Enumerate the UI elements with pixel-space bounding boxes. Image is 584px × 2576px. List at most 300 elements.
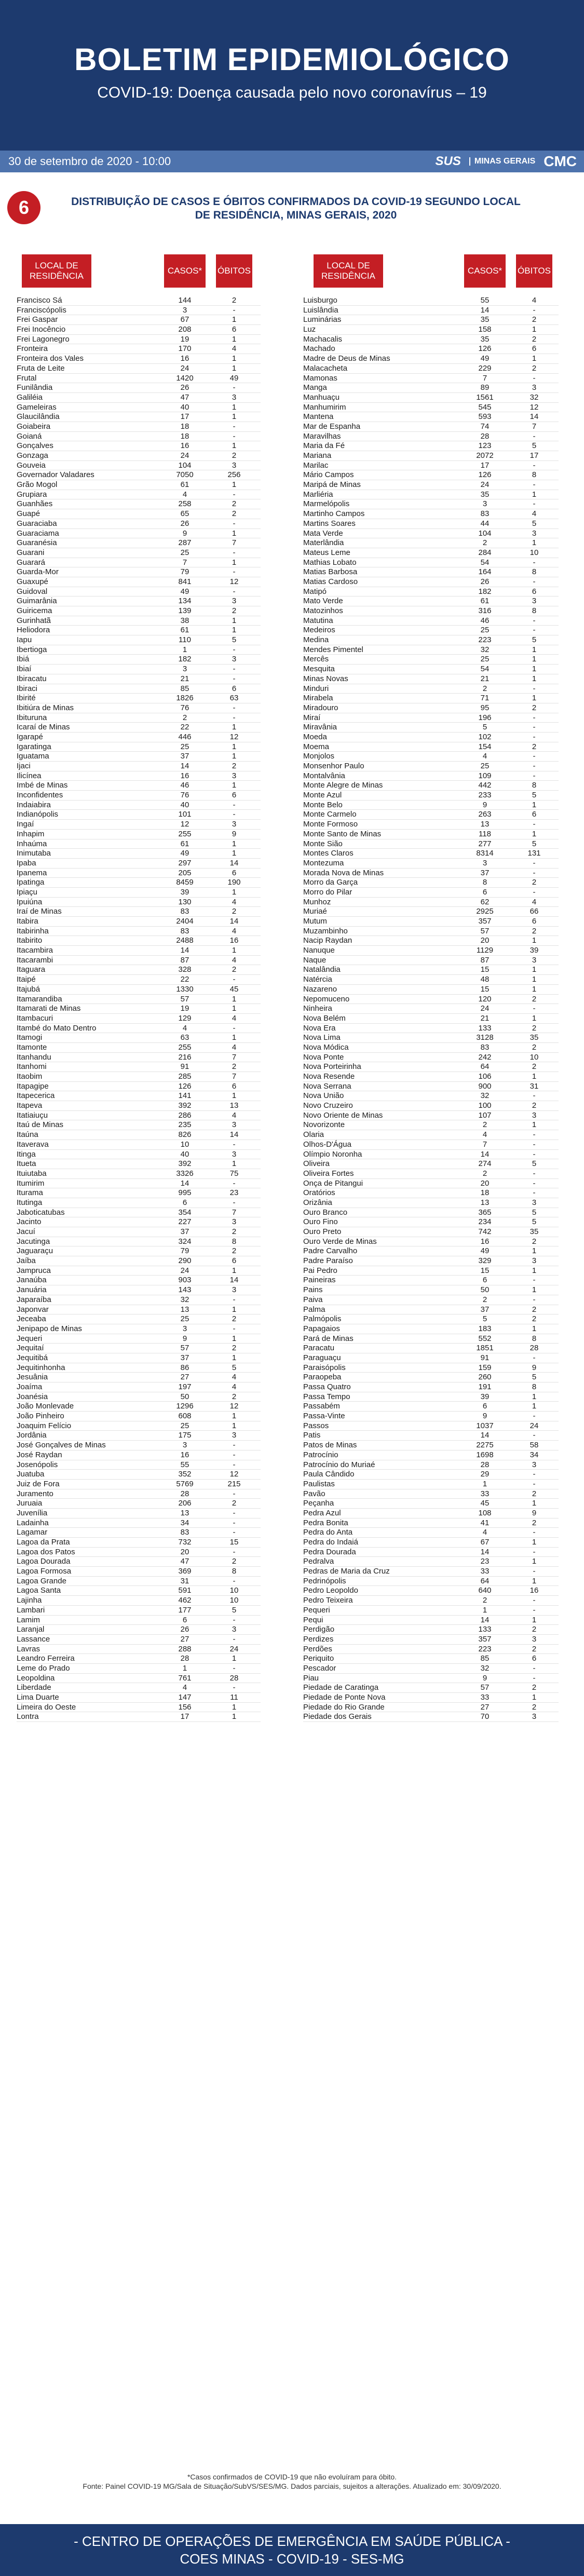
table-row (303, 344, 559, 354)
municipio-cell: Piedade dos Gerais (303, 1712, 372, 1721)
municipio-cell: Gouveia (17, 460, 46, 470)
obitos-cell: 2 (232, 1246, 237, 1256)
municipio-cell: Itaobim (17, 1072, 43, 1081)
municipio-cell: Fronteira (17, 344, 48, 354)
right-table (303, 296, 559, 1722)
casos-cell: 47 (180, 392, 189, 402)
obitos-cell: 12 (229, 1470, 239, 1479)
casos-cell: 21 (180, 674, 189, 683)
obitos-cell: - (233, 665, 236, 674)
casos-cell: 63 (180, 1033, 189, 1042)
table-row (17, 432, 261, 442)
obitos-cell: 3 (232, 1217, 237, 1227)
obitos-cell: 2 (232, 762, 237, 770)
table-row (303, 888, 559, 898)
casos-cell: 108 (478, 1508, 492, 1517)
casos-cell: 16 (180, 771, 189, 780)
casos-cell: 761 (178, 1673, 192, 1683)
casos-cell: 25 (180, 548, 189, 557)
municipio-cell: Lagoa dos Patos (17, 1547, 75, 1556)
table-row (303, 1324, 559, 1334)
table-row (17, 1431, 261, 1441)
obitos-cell: 6 (232, 325, 237, 334)
obitos-cell: 15 (229, 1538, 239, 1547)
table-row (17, 1538, 261, 1548)
table-row (303, 995, 559, 1005)
casos-cell: 144 (178, 296, 192, 305)
table-row (303, 1101, 559, 1111)
bottom-band (0, 2524, 584, 2576)
obitos-cell: 6 (232, 684, 237, 693)
table-row (17, 791, 261, 801)
obitos-cell: 14 (229, 1130, 239, 1140)
municipio-cell: Miraí (303, 713, 321, 722)
casos-cell: 205 (178, 868, 192, 877)
casos-cell: 25 (180, 1314, 189, 1324)
obitos-cell: 14 (229, 1276, 239, 1285)
table-row (303, 1227, 559, 1237)
municipio-cell: Japaraíba (17, 1295, 51, 1304)
obitos-cell: - (233, 1547, 236, 1556)
casos-cell: 158 (478, 325, 492, 334)
obitos-cell: 1 (532, 538, 537, 548)
municipio-cell: Ibirité (17, 694, 36, 703)
municipio-cell: Jacutinga (17, 1237, 50, 1246)
municipio-cell: Gurinhatã (17, 616, 51, 625)
table-row (303, 1169, 559, 1179)
table-row (17, 1353, 261, 1363)
municipio-cell: Francisco Sá (17, 296, 62, 305)
obitos-cell: 6 (532, 587, 537, 596)
municipio-cell: Oliveira Fortes (303, 1169, 354, 1178)
table-row (303, 1519, 559, 1528)
obitos-cell: - (233, 645, 236, 654)
municipio-cell: Pedro Leopoldo (303, 1586, 358, 1595)
municipio-cell: Piedade de Ponte Nova (303, 1693, 386, 1702)
obitos-cell: 28 (229, 1673, 239, 1683)
municipio-cell: Itajubá (17, 984, 40, 994)
municipio-cell: Juruaia (17, 1499, 43, 1508)
table-row (17, 1654, 261, 1664)
municipio-cell: Goiabeira (17, 422, 51, 431)
casos-cell: 24 (180, 1266, 189, 1275)
municipio-cell: Malacacheta (303, 363, 348, 373)
casos-cell: 139 (178, 606, 192, 615)
table-row (303, 490, 559, 500)
table-row (303, 480, 559, 490)
municipio-cell: Itacambira (17, 946, 53, 955)
municipio-cell: Miradouro (303, 703, 338, 712)
table-row (303, 548, 559, 558)
table-row (17, 713, 261, 723)
casos-cell: 15 (480, 965, 490, 974)
casos-cell: 6 (182, 1198, 187, 1207)
casos-cell: 20 (480, 936, 490, 945)
casos-cell: 545 (478, 402, 492, 412)
obitos-cell: - (533, 1353, 536, 1362)
casos-cell: 182 (478, 587, 492, 596)
municipio-cell: Itacarambi (17, 955, 53, 965)
municipio-cell: Frutal (17, 373, 37, 383)
casos-cell: 5 (482, 723, 487, 732)
obitos-cell: 1 (232, 1654, 237, 1663)
municipio-cell: Imbé de Minas (17, 781, 68, 790)
table-row (303, 315, 559, 325)
casos-cell: 25 (180, 1421, 189, 1430)
obitos-cell: 1 (532, 674, 537, 683)
obitos-cell: 1 (532, 645, 537, 654)
casos-cell: 365 (478, 1208, 492, 1217)
casos-cell: 35 (480, 315, 490, 324)
table-row (303, 1460, 559, 1470)
casos-cell: 86 (180, 1363, 189, 1372)
casos-cell: 17 (180, 1712, 189, 1721)
table-row (17, 480, 261, 490)
obitos-cell: - (533, 577, 536, 586)
table-row (303, 616, 559, 626)
obitos-cell: 16 (529, 1586, 539, 1595)
casos-cell: 208 (178, 325, 192, 334)
table-row (17, 645, 261, 655)
table-row (303, 898, 559, 907)
table-row (303, 1616, 559, 1625)
obitos-cell: 1 (232, 1159, 237, 1169)
table-row (17, 1120, 261, 1130)
obitos-cell: 1 (232, 334, 237, 344)
obitos-cell: 7 (232, 1208, 237, 1217)
casos-cell: 83 (180, 1528, 189, 1537)
casos-cell: 6 (482, 887, 487, 897)
casos-cell: 2275 (476, 1441, 494, 1450)
municipio-cell: João Pinheiro (17, 1412, 64, 1421)
municipio-cell: Fruta de Leite (17, 363, 65, 373)
table-row (17, 470, 261, 480)
casos-cell: 28 (180, 1489, 189, 1498)
municipio-cell: Inconfidentes (17, 791, 63, 800)
table-row (303, 1645, 559, 1655)
casos-cell: 8 (482, 878, 487, 887)
casos-cell: 4 (182, 1683, 187, 1692)
municipio-cell: José Raydan (17, 1450, 62, 1459)
table-row (303, 296, 559, 306)
obitos-cell: 2 (232, 1227, 237, 1236)
table-row (17, 1305, 261, 1315)
table-row (17, 752, 261, 762)
obitos-cell: 24 (229, 1644, 239, 1653)
table-row (303, 936, 559, 946)
obitos-cell: - (533, 1431, 536, 1440)
table-row (17, 907, 261, 917)
municipio-cell: Monjolos (303, 752, 335, 761)
casos-cell: 40 (180, 1149, 189, 1159)
obitos-cell: 2 (532, 1702, 537, 1712)
table-row (303, 791, 559, 801)
obitos-cell: - (233, 1295, 236, 1304)
obitos-cell: 2 (232, 965, 237, 974)
obitos-cell: 1 (232, 839, 237, 848)
municipio-cell: Oliveira (303, 1159, 330, 1169)
municipio-cell: Ibiraci (17, 684, 38, 693)
table-row (17, 1402, 261, 1412)
table-row (303, 1305, 559, 1315)
municipio-cell: Maravilhas (303, 431, 341, 441)
table-row (17, 830, 261, 839)
municipio-cell: Limeira do Oeste (17, 1702, 76, 1712)
municipio-cell: Guaxupé (17, 577, 48, 586)
date-bar (0, 151, 584, 172)
municipio-cell: Luminárias (303, 315, 342, 324)
obitos-cell: - (533, 752, 536, 761)
municipio-cell: Mariana (303, 451, 332, 460)
table-row (17, 1169, 261, 1179)
municipio-cell: Mar de Espanha (303, 422, 361, 431)
obitos-cell: 2 (232, 451, 237, 460)
table-row (303, 1567, 559, 1577)
section-heading (0, 182, 584, 234)
obitos-cell: - (233, 975, 236, 984)
casos-cell: 287 (178, 538, 192, 548)
header-obitos-left: ÓBITOS (216, 254, 252, 288)
obitos-cell: 17 (529, 451, 539, 460)
casos-cell: 156 (178, 1702, 192, 1712)
municipio-cell: Nova União (303, 1091, 344, 1101)
municipio-cell: Ijaci (17, 762, 31, 770)
table-row (303, 441, 559, 451)
municipio-cell: Martins Soares (303, 519, 356, 528)
municipio-cell: Ingaí (17, 820, 34, 829)
casos-cell: 27 (180, 1373, 189, 1382)
table-row (17, 596, 261, 606)
municipio-cell: Manga (303, 383, 327, 392)
casos-cell: 5769 (176, 1479, 194, 1488)
obitos-cell: 1 (232, 354, 237, 363)
municipio-cell: Itapagipe (17, 1081, 49, 1091)
obitos-cell: 5 (532, 1373, 537, 1382)
municipio-cell: Montes Claros (303, 849, 354, 858)
table-row (17, 1373, 261, 1382)
municipio-cell: Marilac (303, 460, 329, 470)
casos-cell: 57 (180, 994, 189, 1004)
table-row (303, 509, 559, 519)
municipio-cell: Luz (303, 325, 316, 334)
table-row (17, 1548, 261, 1557)
casos-cell: 3 (182, 665, 187, 674)
table-row (17, 985, 261, 995)
table-row (17, 1159, 261, 1169)
obitos-cell: 1 (232, 1033, 237, 1042)
municipio-cell: Moeda (303, 732, 327, 741)
casos-cell: 7 (182, 558, 187, 567)
municipio-cell: Ibituruna (17, 713, 47, 722)
obitos-cell: - (533, 1567, 536, 1576)
obitos-cell: 2 (232, 1499, 237, 1508)
obitos-cell: 45 (229, 984, 239, 994)
obitos-cell: - (533, 771, 536, 780)
obitos-cell: 4 (232, 897, 237, 906)
municipio-cell: Mirabela (303, 694, 333, 703)
table-row (17, 412, 261, 422)
obitos-cell: 8 (532, 1382, 537, 1391)
table-row (17, 694, 261, 703)
obitos-cell: 1 (532, 965, 537, 974)
table-row (17, 461, 261, 471)
obitos-cell: 2 (532, 1489, 537, 1498)
obitos-cell: 6 (532, 810, 537, 819)
table-row (17, 519, 261, 529)
obitos-cell: 58 (529, 1441, 539, 1450)
casos-cell: 70 (480, 1712, 490, 1721)
obitos-cell: - (533, 460, 536, 470)
casos-cell: 14 (180, 946, 189, 955)
municipio-cell: Madre de Deus de Minas (303, 354, 390, 363)
table-row (17, 1606, 261, 1616)
obitos-cell: - (233, 1140, 236, 1149)
obitos-cell: 2 (532, 1062, 537, 1072)
municipio-cell: Mutum (303, 917, 327, 926)
casos-cell: 41 (480, 1518, 490, 1527)
table-row (17, 1188, 261, 1198)
table-row (17, 335, 261, 345)
obitos-cell: - (233, 1450, 236, 1459)
obitos-cell: 6 (532, 917, 537, 926)
obitos-cell: - (533, 1004, 536, 1013)
municipio-cell: Guarda-Mor (17, 567, 59, 577)
obitos-cell: 2 (232, 1392, 237, 1401)
casos-cell: 1129 (476, 946, 494, 955)
obitos-cell: 1 (532, 1538, 537, 1547)
obitos-cell: 7 (532, 422, 537, 431)
table-row (303, 869, 559, 878)
municipio-cell: Ouro Verde de Minas (303, 1237, 377, 1246)
obitos-cell: 2 (532, 1305, 537, 1314)
obitos-cell: 1 (532, 975, 537, 984)
municipio-cell: Natalândia (303, 965, 341, 974)
municipio-cell: Mendes Pimentel (303, 645, 363, 654)
table-row (303, 1441, 559, 1450)
obitos-cell: 1 (232, 363, 237, 373)
casos-cell: 39 (480, 1392, 490, 1401)
casos-cell: 316 (478, 606, 492, 615)
table-row (17, 490, 261, 500)
obitos-cell: 14 (529, 412, 539, 422)
municipio-cell: Itaúna (17, 1130, 38, 1140)
table-row (303, 306, 559, 316)
casos-cell: 71 (480, 694, 490, 703)
table-row (17, 1557, 261, 1567)
section-title: DISTRIBUIÇÃO DE CASOS E ÓBITOS CONFIRMADOS DA COVID-19 SEGUNDO LOCAL DE RESIDÊNCIA, MINAS GERAIS, 2020 (71, 196, 521, 221)
municipio-cell: Lima Duarte (17, 1693, 59, 1702)
casos-cell: 24 (480, 480, 490, 490)
casos-cell: 13 (480, 820, 490, 829)
obitos-cell: 11 (230, 1693, 238, 1702)
table-row (17, 1024, 261, 1034)
municipio-cell: Ouro Fino (303, 1217, 338, 1227)
casos-cell: 234 (478, 1217, 492, 1227)
casos-cell: 79 (180, 567, 189, 577)
table-row (17, 1130, 261, 1140)
table-row (303, 1548, 559, 1557)
municipio-cell: Montezuma (303, 858, 344, 867)
municipio-cell: Martinho Campos (303, 509, 365, 519)
casos-cell: 2072 (476, 451, 494, 460)
casos-cell: 4 (182, 1023, 187, 1033)
obitos-cell: - (533, 626, 536, 635)
casos-cell: 9 (482, 800, 487, 809)
obitos-cell: 1 (232, 558, 237, 567)
municipio-cell: Liberdade (17, 1683, 51, 1692)
obitos-cell: 5 (532, 519, 537, 528)
casos-cell: 143 (178, 1285, 192, 1295)
municipio-cell: Lontra (17, 1712, 39, 1721)
obitos-cell: 10 (229, 1596, 239, 1605)
municipio-cell: Ibertioga (17, 645, 47, 654)
table-row (17, 1208, 261, 1218)
table-row (303, 1082, 559, 1092)
municipio-cell: Monte Alegre de Minas (303, 781, 383, 790)
casos-cell: 37 (180, 1227, 189, 1236)
table-row (17, 1314, 261, 1324)
obitos-cell: - (533, 558, 536, 567)
casos-cell: 89 (480, 383, 490, 392)
municipio-cell: Piau (303, 1673, 319, 1683)
municipio-cell: Itamogi (17, 1033, 43, 1042)
municipio-cell: Pequeri (303, 1605, 330, 1615)
casos-cell: 61 (180, 839, 189, 848)
casos-cell: 46 (180, 781, 189, 790)
casos-cell: 182 (178, 655, 192, 664)
obitos-cell: - (533, 858, 536, 867)
table-row (303, 1276, 559, 1285)
municipio-cell: Itumirim (17, 1178, 45, 1188)
casos-cell: 76 (180, 791, 189, 800)
table-row (303, 403, 559, 413)
table-row (17, 1596, 261, 1606)
table-row (17, 946, 261, 956)
table-row (17, 529, 261, 539)
obitos-cell: 5 (532, 1159, 537, 1169)
obitos-cell: 5 (532, 791, 537, 800)
municipio-cell: Muriaé (303, 907, 327, 916)
casos-cell: 120 (478, 994, 492, 1004)
municipio-cell: Matozinhos (303, 606, 343, 615)
obitos-cell: 24 (529, 1421, 539, 1430)
obitos-cell: 1 (232, 946, 237, 955)
obitos-cell: 1 (532, 1072, 537, 1081)
casos-cell: 67 (180, 315, 189, 324)
municipio-cell: Itamarati de Minas (17, 1004, 81, 1013)
municipio-cell: Juvenília (17, 1508, 48, 1517)
municipio-cell: Ladainha (17, 1518, 49, 1527)
obitos-cell: - (233, 800, 236, 809)
casos-cell: 357 (478, 1634, 492, 1644)
casos-cell: 76 (180, 703, 189, 712)
bottom-band-line: - CENTRO DE OPERAÇÕES DE EMERGÊNCIA EM SAÚDE PÚBLICA - (74, 2533, 510, 2549)
casos-cell: 3 (182, 1441, 187, 1450)
obitos-cell: 2 (532, 994, 537, 1004)
table-row (17, 655, 261, 665)
obitos-cell: 2 (532, 1625, 537, 1634)
municipio-cell: Itaú de Minas (17, 1120, 64, 1130)
municipio-cell: Munhoz (303, 897, 331, 906)
sus-logo: SUS (435, 154, 461, 168)
casos-cell: 14 (480, 1149, 490, 1159)
municipio-cell: Maria da Fé (303, 441, 345, 451)
municipio-cell: Nova Ponte (303, 1052, 344, 1062)
casos-cell: 357 (478, 917, 492, 926)
obitos-cell: 1 (532, 694, 537, 703)
obitos-cell: - (233, 713, 236, 722)
municipio-cell: Fronteira dos Vales (17, 354, 84, 363)
